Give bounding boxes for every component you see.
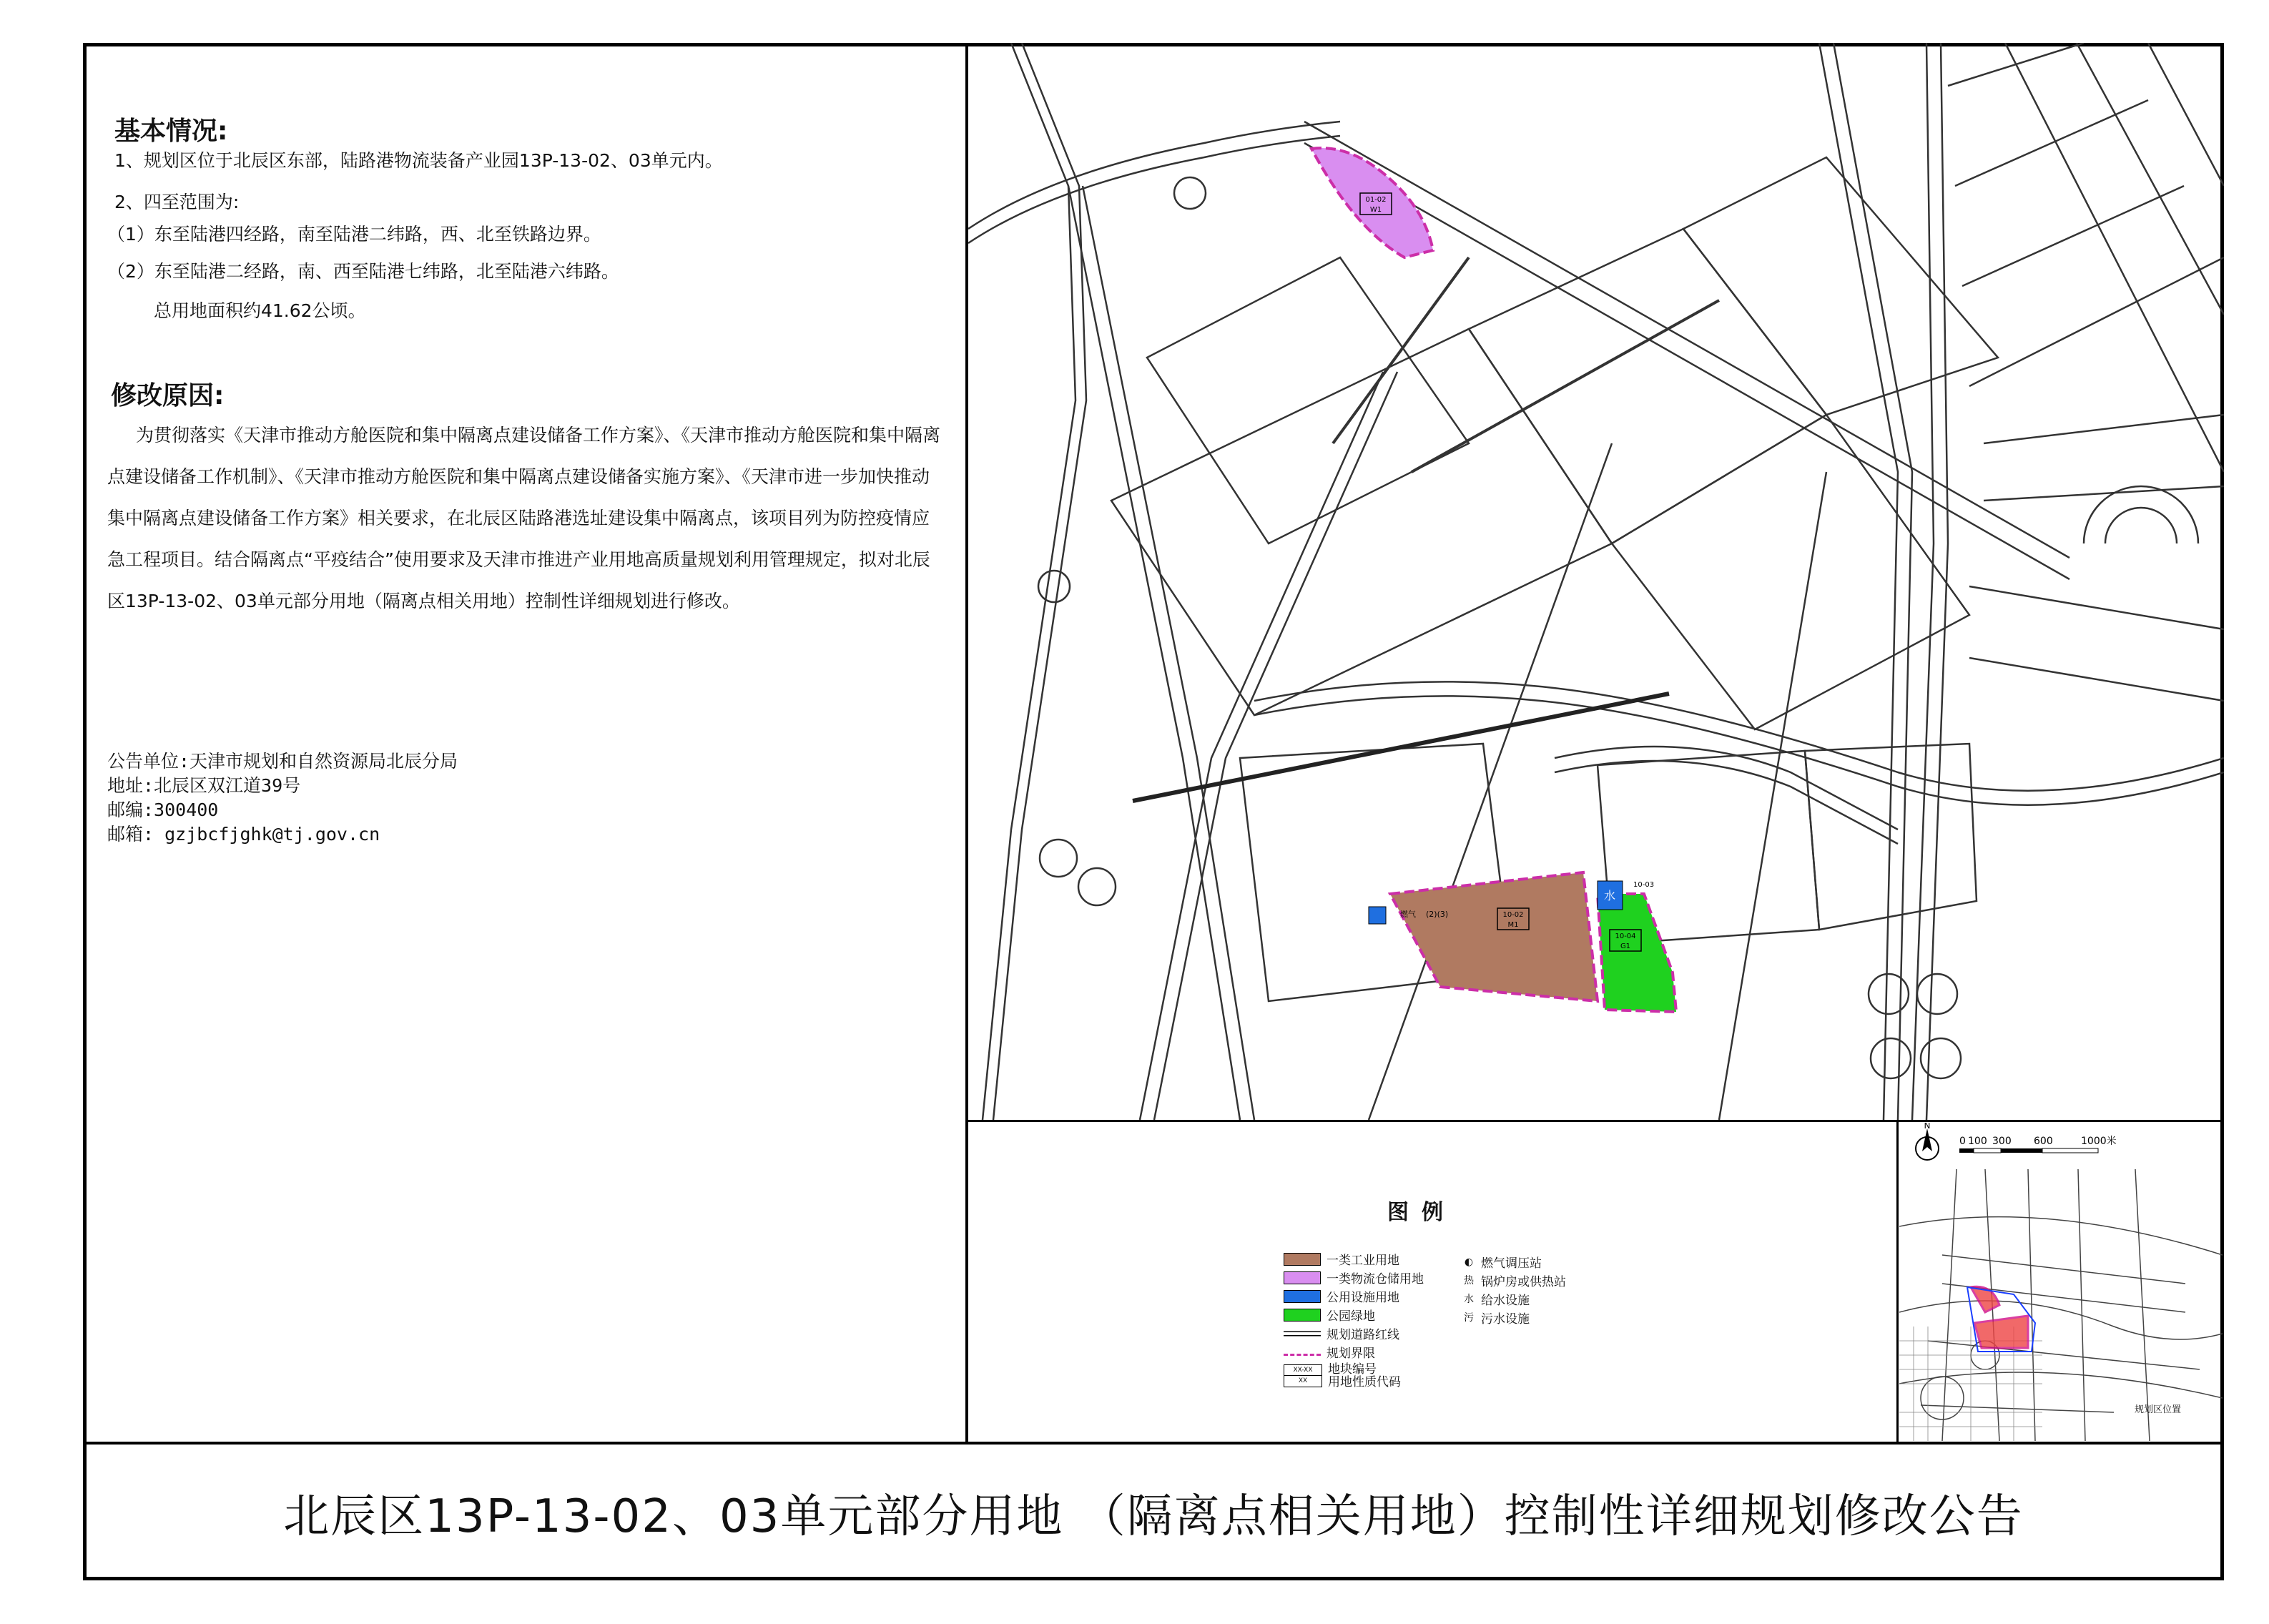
scale-tick-300: 300 [1992,1136,2012,1147]
basic-info-line-2: 2、四至范围为: [114,192,240,212]
legend-item-code-box [1284,1363,1401,1389]
legend-label: 规划道路红线 [1327,1328,1399,1342]
north-label: N [1924,1123,1931,1131]
scale-bar [1902,1123,2217,1173]
green-parcel-code: 10-04 [1615,932,1636,940]
location-inset-map [1899,1169,2223,1441]
inset-border [1896,1120,1899,1442]
scale-seg-2 [1974,1148,2001,1153]
utility-swatch [1284,1290,1321,1303]
code-box-labels [1328,1363,1401,1389]
publisher-unit: 公告单位:天津市规划和自然资源局北辰分局 [107,751,458,772]
legend-item-green [1284,1306,1375,1324]
legend-label: 公园绿地 [1327,1309,1375,1324]
code-label-2: 用地性质代码 [1328,1375,1401,1389]
code-box-bottom: XX [1298,1377,1308,1384]
boundary-swatch [1284,1354,1321,1356]
inset-site-south [1974,1316,2028,1348]
scale-seg-3 [2001,1148,2042,1153]
legend-item-road-line [1284,1324,1399,1342]
reason-heading: 修改原因: [111,381,225,410]
legend-label: 一类工业用地 [1327,1254,1399,1268]
green-swatch [1284,1309,1321,1322]
legend-item-utility [1284,1287,1399,1305]
industrial-swatch [1284,1253,1321,1266]
publisher-postcode: 邮编:300400 [107,799,219,820]
legend-symbol-sewage [1462,1309,1530,1327]
code-box-sample [1284,1364,1322,1387]
north-arrow-icon [1922,1128,1932,1151]
sewage-icon: 污 [1464,1311,1474,1324]
map-bottom-border [968,1120,2224,1122]
south-parcel-use: M1 [1507,921,1519,929]
logistics-swatch [1284,1271,1321,1284]
south-parcel-code: 10-02 [1502,911,1524,919]
scale-seg-1 [1959,1148,1974,1153]
parcel-industrial-south [1390,872,1598,1001]
legend-symbol-heat [1462,1271,1566,1289]
scale-tick-1000: 1000米 [2081,1136,2117,1147]
cluster-label: (2)(3) [1426,910,1449,919]
gas-station-label: 燃气 [1400,910,1416,919]
legend-label: 公用设施用地 [1327,1291,1399,1305]
gas-station-icon: ◐ [1464,1256,1474,1268]
publisher-address: 地址:北辰区双江道39号 [107,775,301,796]
legend-label: 锅炉房或供热站 [1481,1275,1566,1289]
scale-tick-600: 600 [2034,1136,2053,1147]
basic-info-line-1: 1、规划区位于北辰区东部，陆路港物流装备产业园13P-13-02、03单元内。 [114,150,723,171]
basic-info-line-5: 总用地面积约41.62公顷。 [154,300,366,321]
reason-body: 为贯彻落实《天津市推动方舱医院和集中隔离点建设储备工作方案》、《天津市推动方舱医院和集中隔离点建设储备工作机制》、《天津市推动方舱医院和集中隔离点建设储备实施方案》、《天津市进一步加快推动集中隔离点建设储备工作方案》相关要求，在北辰区陆路港选址建设集中隔离点，该项目列为防控疫情应急工程项目。结合隔离点“平疫结合”使用要求及天津市推进产业用地高质量规划利用管理规定，拟对北辰区13P-13-02、03单元部分用地（隔离点相关用地）控制性详细规划进行修改。 [107,425,941,611]
code-box-top: XX-XX [1284,1365,1321,1376]
legend-label: 一类物流仓储用地 [1327,1272,1424,1286]
legend-label: 污水设施 [1481,1312,1530,1327]
legend-label: 燃气调压站 [1481,1256,1542,1271]
publisher-email: 邮箱: gzjbcfjghk@tj.gov.cn [107,824,380,845]
legend-label: 规划界限 [1327,1347,1375,1361]
basic-info-heading: 基本情况: [114,117,228,146]
publisher-block [107,749,458,847]
parcel-green-south [1598,894,1676,1012]
parcel-utility-small [1369,907,1386,924]
green-parcel-use: G1 [1620,943,1631,950]
legend-symbol-water [1462,1290,1530,1308]
north-parcel-code: 01-02 [1365,196,1387,204]
basic-info-line-4: （2）东至陆港二经路，南、西至陆港七纬路，北至陆港六纬路。 [107,261,619,282]
north-parcel-use: W1 [1369,206,1382,214]
inset-caption: 规划区位置 [2135,1404,2182,1415]
road-network [968,43,2224,1120]
planning-map [968,43,2224,1120]
water-facility-symbol: 水 [1603,889,1616,902]
scale-seg-4 [2042,1148,2098,1153]
legend-item-logistics [1284,1269,1424,1286]
scale-tick-0: 0 [1959,1136,1966,1147]
legend-title: 图例 [1387,1200,1456,1225]
scale-tick-100: 100 [1968,1136,1987,1147]
legend-label: 给水设施 [1481,1294,1530,1308]
legend-item-boundary [1284,1343,1375,1361]
code-label-1: 地块编号 [1328,1362,1377,1377]
page-title: 北辰区13P-13-02、03单元部分用地 （隔离点相关用地）控制性详细规划修改公告 [283,1490,2024,1543]
basic-info-line-3: （1）东至陆港四经路，南至陆港二纬路，西、北至铁路边界。 [107,224,601,245]
small-parcel-code: 10-03 [1633,881,1655,889]
road-line-swatch [1284,1327,1321,1340]
legend-symbol-gas [1462,1253,1542,1271]
water-supply-icon: 水 [1464,1293,1474,1305]
legend-item-industrial [1284,1250,1399,1268]
heating-icon: 热 [1464,1274,1474,1286]
